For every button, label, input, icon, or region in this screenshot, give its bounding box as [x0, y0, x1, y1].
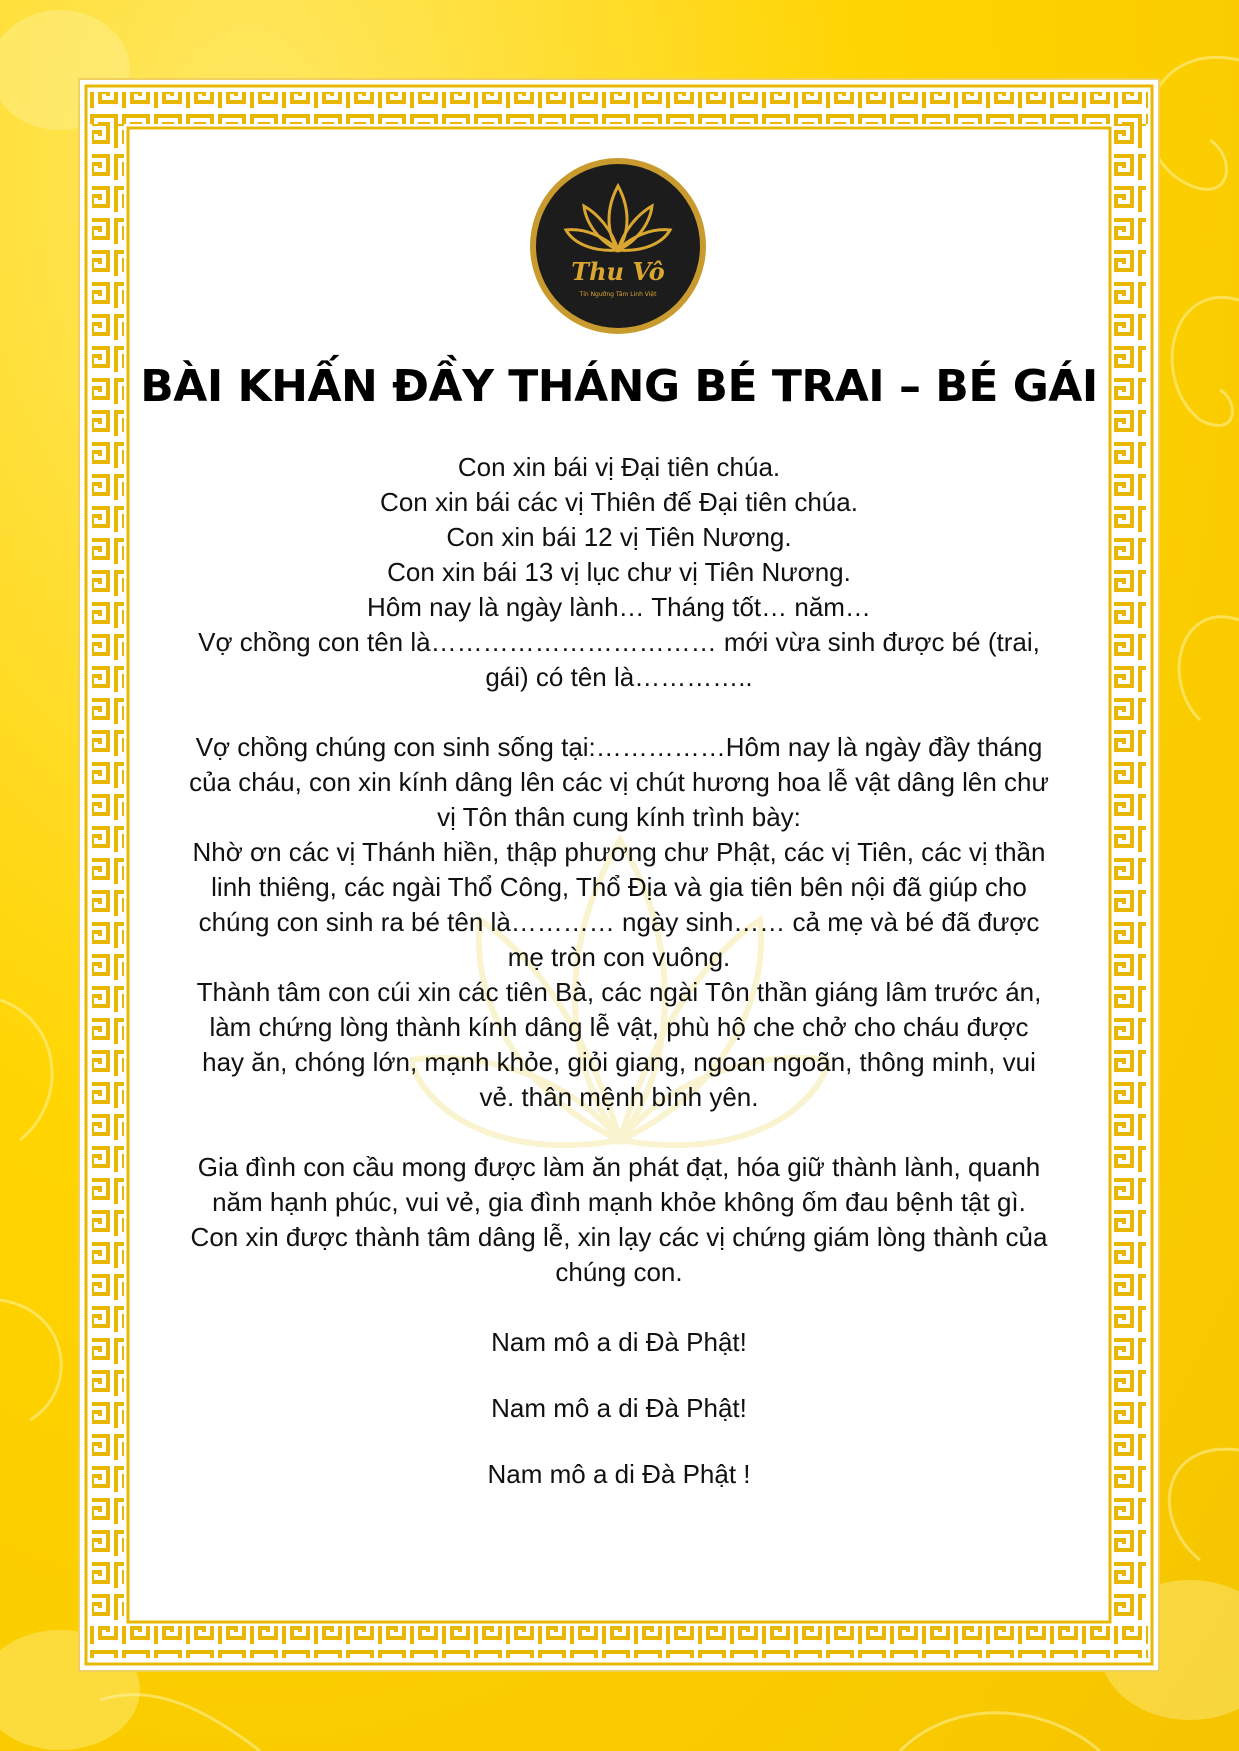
text-line: Nhờ ơn các vị Thánh hiền, thập phương chư Phật, các vị Tiên, các vị thần: [192, 837, 1046, 867]
closing-line: Nam mô a di Đà Phật !: [487, 1459, 751, 1489]
prayer-text: [120, 450, 1118, 1492]
logo-brand-name: Thu Vô: [571, 257, 665, 286]
text-line: Con xin được thành tâm dâng lễ, xin lạy các vị chứng giám lòng thành của: [190, 1222, 1048, 1252]
text-line: năm hạnh phúc, vui vẻ, gia đình mạnh khỏe không ốm đau bệnh tật gì.: [212, 1187, 1026, 1217]
text-line: Hôm nay là ngày lành… Tháng tốt… năm…: [367, 592, 871, 622]
text-line: gái) có tên là…………..: [485, 662, 753, 692]
text-line: chúng con.: [555, 1257, 683, 1287]
text-line: mẹ tròn con vuông.: [507, 942, 731, 972]
paragraph-2: [120, 730, 1118, 1115]
closing-line: Nam mô a di Đà Phật!: [491, 1327, 747, 1357]
text-line: vẻ. thân mệnh bình yên.: [479, 1082, 759, 1112]
document-content: [80, 80, 1158, 1670]
text-line: Thành tâm con cúi xin các tiên Bà, các ngài Tôn thần giáng lâm trước án,: [196, 977, 1042, 1007]
text-line: Vợ chồng con tên là…………………………… mới vừa sinh được bé (trai,: [198, 627, 1040, 657]
text-line: vị Tôn thân cung kính trình bày:: [437, 802, 801, 832]
text-line: Gia đình con cầu mong được làm ăn phát đạt, hóa giữ thành lành, quanh: [197, 1152, 1041, 1182]
paragraph-1: [120, 450, 1118, 695]
text-line: chúng con sinh ra bé tên là………… ngày sinh…… cả mẹ và bé đã được: [198, 907, 1040, 937]
thu-vo-logo: [528, 156, 708, 336]
text-line: Con xin bái vị Đại tiên chúa.: [457, 452, 781, 482]
page-title: BÀI KHẤN ĐẦY THÁNG BÉ TRAI – BÉ GÁI: [140, 361, 1098, 413]
closing-line: Nam mô a di Đà Phật!: [491, 1393, 747, 1423]
closing-chants: [120, 1325, 1118, 1492]
text-line: Con xin bái 12 vị Tiên Nương.: [446, 522, 792, 552]
text-line: của cháu, con xin kính dâng lên các vị chút hương hoa lễ vật dâng lên chư: [189, 767, 1049, 797]
logo-tagline: Tín Ngưỡng Tâm Linh Việt: [579, 291, 657, 298]
text-line: hay ăn, chóng lớn, mạnh khỏe, giỏi giang, ngoan ngoãn, thông minh, vui: [202, 1047, 1036, 1077]
text-line: Con xin bái các vị Thiên đế Đại tiên chúa.: [380, 487, 858, 517]
text-line: linh thiêng, các ngài Thổ Công, Thổ Địa và gia tiên bên nội đã giúp cho: [211, 872, 1027, 902]
paragraph-3: [120, 1150, 1118, 1290]
text-line: Vợ chồng chúng con sinh sống tại:……………Hôm nay là ngày đầy tháng: [195, 732, 1043, 762]
text-line: làm chứng lòng thành kính dâng lễ vật, phù hộ che chở cho cháu được: [209, 1012, 1029, 1042]
text-line: Con xin bái 13 vị lục chư vị Tiên Nương.: [387, 557, 851, 587]
